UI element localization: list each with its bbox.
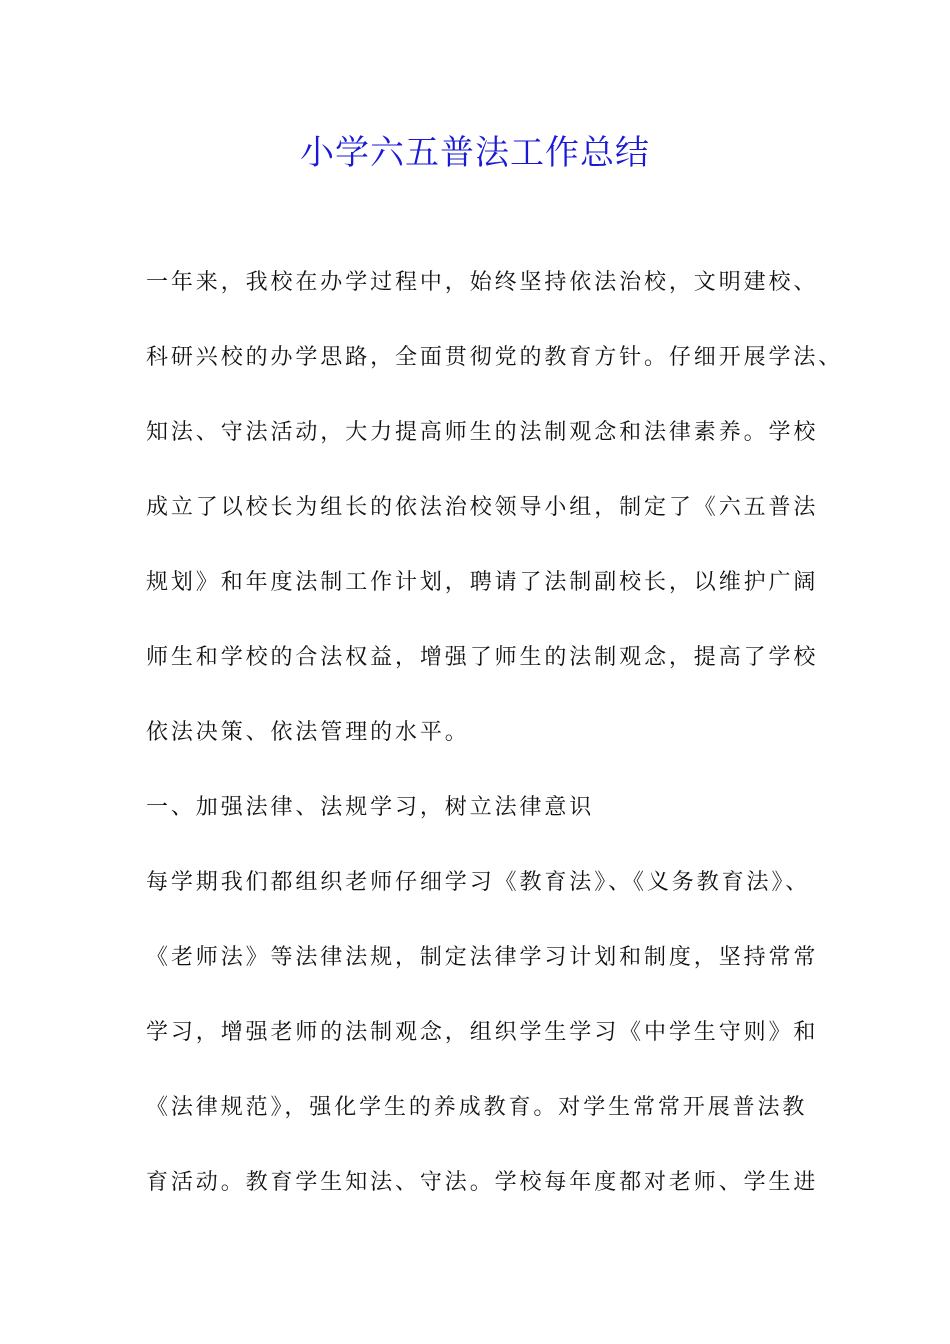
- body-line-12: 《法律规范》，强化学生的养成教育。对学生常常开展普法教: [146, 1095, 808, 1120]
- body-line-9: 每学期我们都组织老师仔细学习《教育法》、《义务教育法》、: [146, 870, 811, 895]
- body-line-4: 成立了以校长为组长的依法治校领导小组，制定了《六五普法: [146, 495, 819, 520]
- body-line-2: 科研兴校的办学思路，全面贯彻党的教育方针。仔细开展学法、: [146, 345, 844, 370]
- body-line-5: 规划》和年度法制工作计划，聘请了法制副校长，以维护广阔: [146, 570, 819, 595]
- section-heading-1: 一、加强法律、法规学习，树立法律意识: [146, 795, 595, 820]
- body-line-1: 一年来，我校在办学过程中，始终坚持依法治校，文明建校、: [146, 270, 819, 295]
- body-line-10: 《老师法》等法律法规，制定法律学习计划和制度，坚持常常: [146, 945, 819, 970]
- body-line-3: 知法、守法活动，大力提高师生的法制观念和法律素养。学校: [146, 420, 819, 445]
- body-line-7: 依法决策、依法管理的水平。: [146, 720, 470, 745]
- body-line-6: 师生和学校的合法权益，增强了师生的法制观念，提高了学校: [146, 645, 819, 670]
- body-line-11: 学习，增强老师的法制观念，组织学生学习《中学生守则》和: [146, 1020, 819, 1045]
- body-line-13: 育活动。教育学生知法、守法。学校每年度都对老师、学生进: [146, 1170, 819, 1195]
- document-title: 小学六五普法工作总结: [300, 133, 650, 173]
